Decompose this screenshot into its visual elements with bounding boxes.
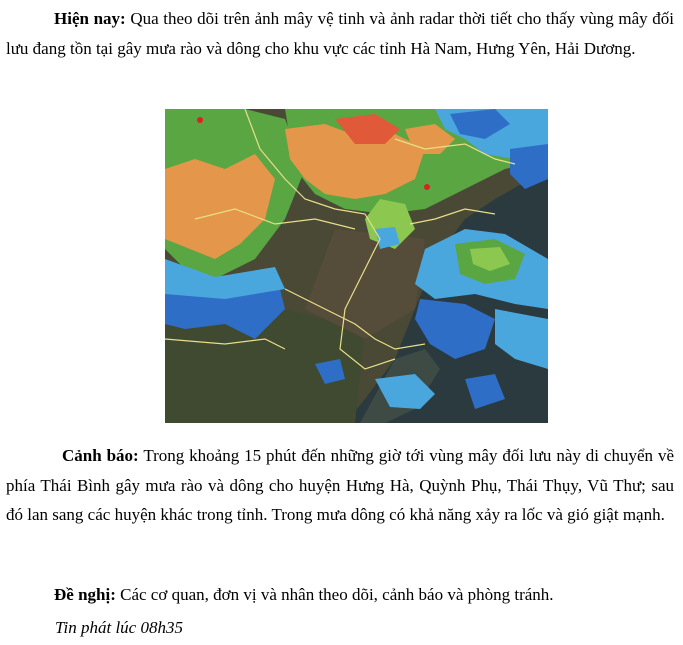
radar-map-image — [165, 109, 548, 423]
recommendation-text: Các cơ quan, đơn vị và nhân theo dõi, cảnh báo và phòng tránh. — [115, 585, 554, 604]
warning-text: Trong khoảng 15 phút đến những giờ tới vùng mây đối lưu này di chuyển về phía Thái Bình gây mưa rào và dông cho huyện Hưng Hà, Quỳnh Phụ, Thái Thụy, Vũ Thư; sau đó lan sang các huyện khác trong tỉnh. Trong mưa dông có khả năng xảy ra lốc và gió giật mạnh. — [6, 446, 674, 524]
warning-label: Cảnh báo: — [62, 446, 139, 465]
location-marker-icon — [424, 184, 430, 190]
recommendation-paragraph — [6, 580, 674, 610]
current-status-paragraph — [6, 4, 674, 63]
recommendation-label: Đề nghị: — [54, 585, 116, 604]
issue-time: Tin phát lúc 08h35 — [55, 618, 183, 637]
radar-satellite-map — [165, 109, 548, 423]
current-status-text: Qua theo dõi trên ảnh mây vệ tinh và ảnh radar thời tiết cho thấy vùng mây đối lưu đang tồn tại gây mưa rào và dông cho khu vực các tỉnh Hà Nam, Hưng Yên, Hải Dương. — [6, 9, 675, 58]
location-marker-icon — [197, 117, 203, 123]
current-status-label: Hiện nay: — [54, 9, 126, 28]
warning-paragraph — [6, 441, 674, 530]
